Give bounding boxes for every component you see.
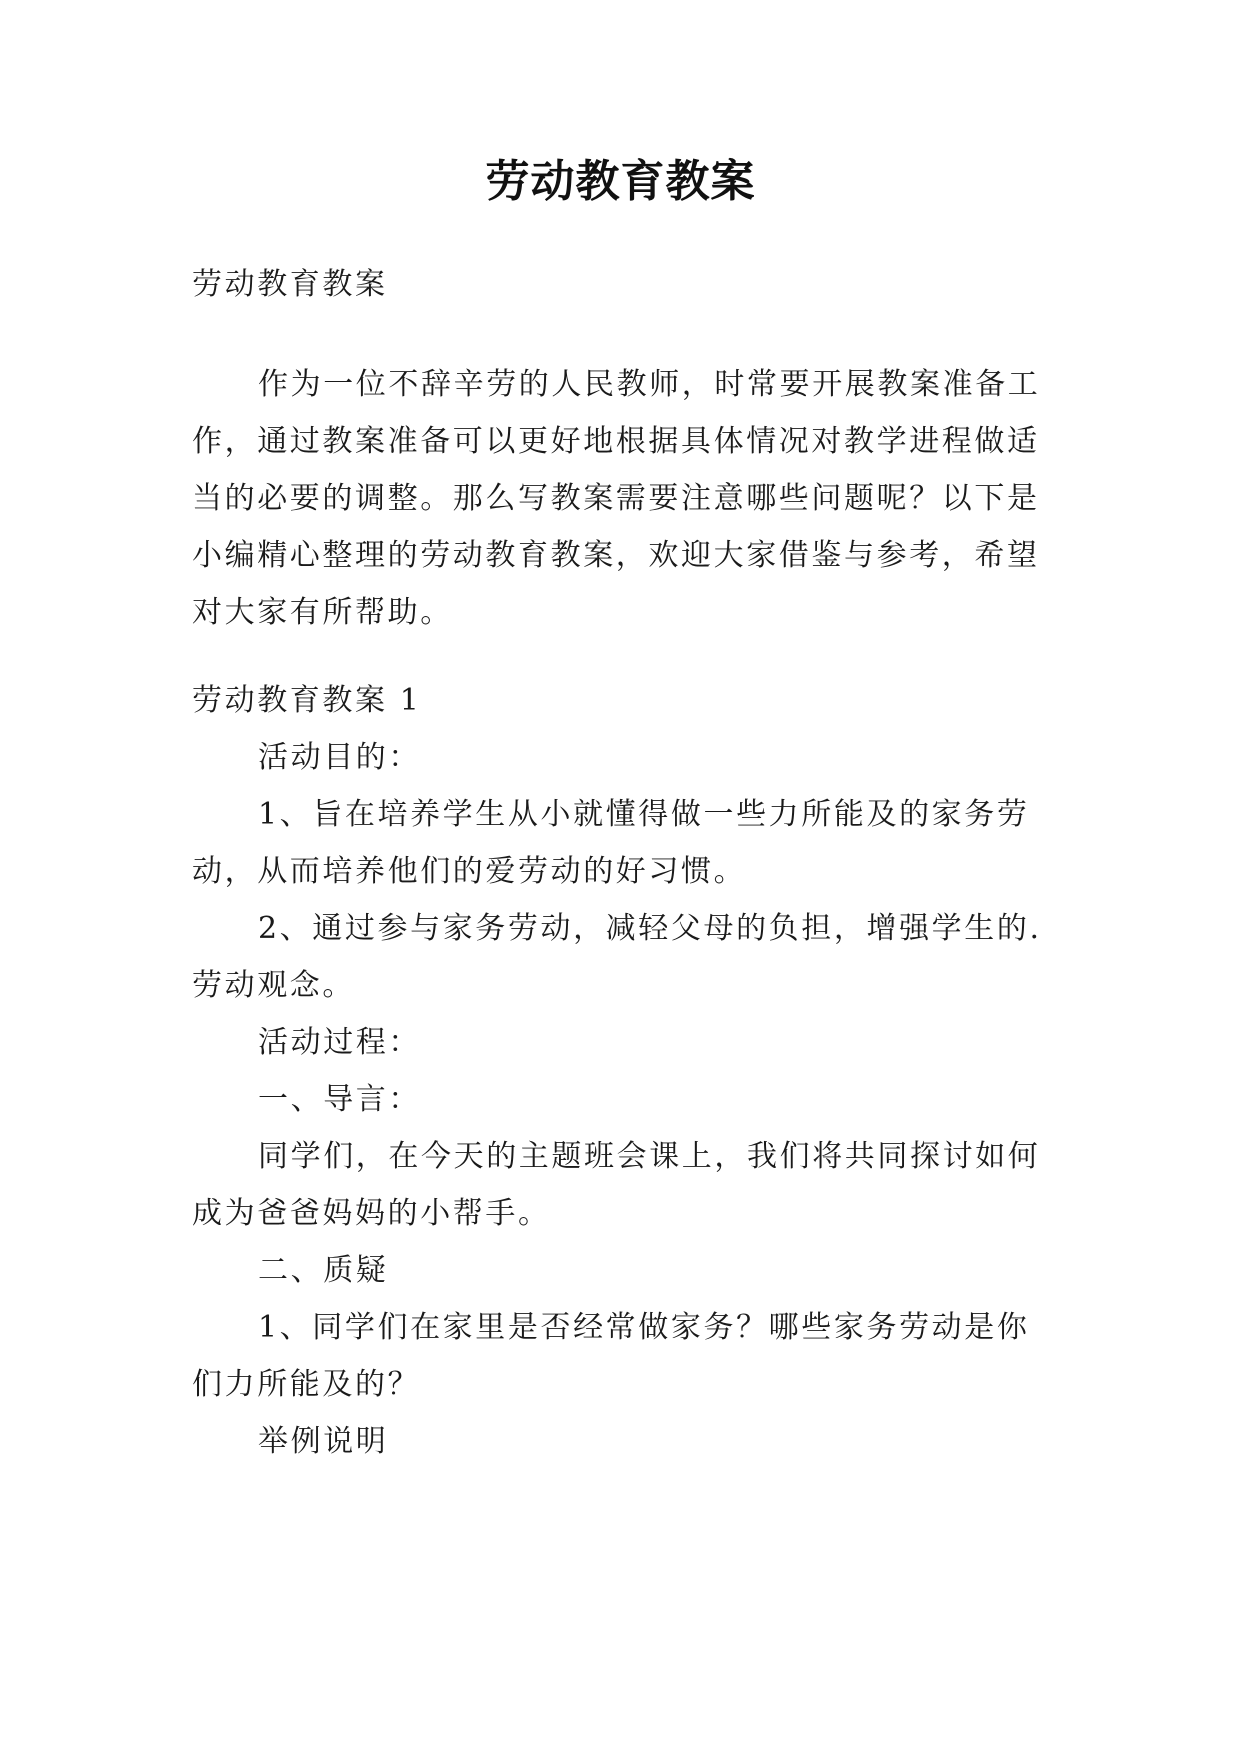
question-1-line-1: 1、同学们在家里是否经常做家务？哪些家务劳动是你 xyxy=(258,1310,1030,1345)
example-label: 举例说明 xyxy=(258,1424,389,1459)
intro-section-line-1: 同学们，在今天的主题班会课上，我们将共同探讨如何 xyxy=(258,1139,1041,1174)
question-label: 二、质疑 xyxy=(258,1253,389,1288)
process-label: 活动过程： xyxy=(258,1025,421,1060)
purpose-2-line-1: 2、通过参与家务劳动，减轻父母的负担，增强学生的. xyxy=(258,911,1042,946)
intro-line-2: 作，通过教案准备可以更好地根据具体情况对教学进程做适 xyxy=(192,424,1040,459)
document-title: 劳动教育教案 xyxy=(485,156,756,207)
purpose-1-line-1: 1、旨在培养学生从小就懂得做一些力所能及的家务劳 xyxy=(258,797,1030,832)
intro-paragraph xyxy=(192,356,1052,641)
purpose-1-line-2: 动，从而培养他们的爱劳动的好习惯。 xyxy=(192,854,747,889)
intro-line-5: 对大家有所帮助。 xyxy=(192,595,453,630)
section-heading: 劳动教育教案 1 xyxy=(192,683,422,718)
intro-line-1: 作为一位不辞辛劳的人民教师，时常要开展教案准备工 xyxy=(258,367,1041,402)
intro-line-3: 当的必要的调整。那么写教案需要注意哪些问题呢？以下是 xyxy=(192,481,1040,516)
intro-line-4: 小编精心整理的劳动教育教案，欢迎大家借鉴与参考，希望 xyxy=(192,538,1040,573)
purpose-2-line-2: 劳动观念。 xyxy=(192,968,355,1003)
section-1 xyxy=(192,672,1052,1470)
purpose-label: 活动目的： xyxy=(258,740,421,775)
intro-section-label: 一、导言： xyxy=(258,1082,421,1117)
subtitle-text: 劳动教育教案 xyxy=(192,267,388,302)
question-1-line-2: 们力所能及的？ xyxy=(192,1367,421,1402)
document-subtitle xyxy=(192,256,1052,313)
intro-section-line-2: 成为爸爸妈妈的小帮手。 xyxy=(192,1196,551,1231)
